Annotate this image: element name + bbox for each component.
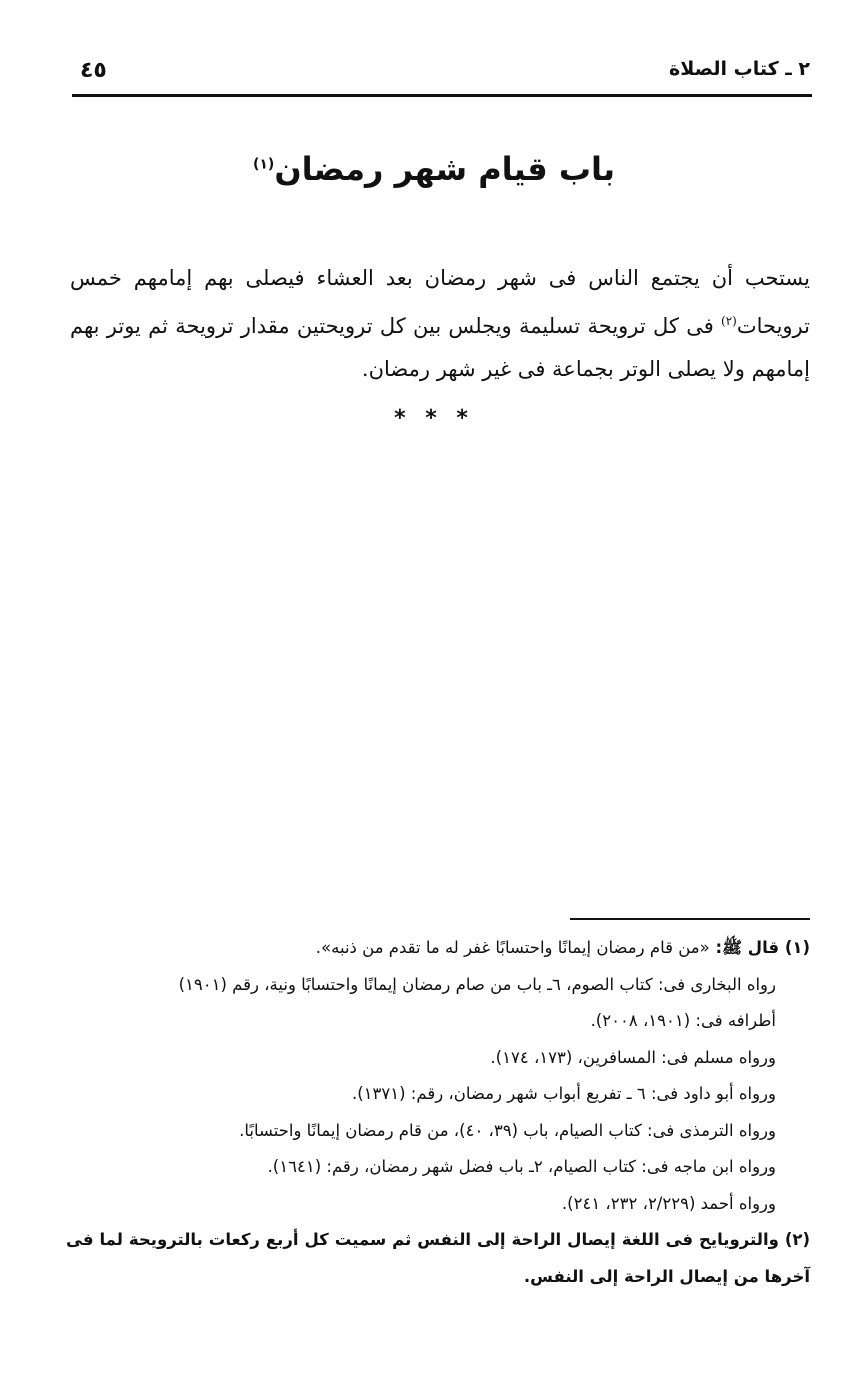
footnote-2-text: والترويايح فى اللغة إيصال الراحة إلى النفس ثم سميت كل أربع ركعات بالترويحة لما فى آخرها من إيصال الراحة إلى النفس. [66,1230,810,1286]
title-footnote-ref: (١) [252,156,275,173]
footnote-1-quote: «من قام رمضان إيمانًا واحتسابًا غفر له ما تقدم من ذنبه». [315,938,710,957]
body-paragraph [70,257,810,391]
footnote-1-line: ورواه أحمد (٢/٢٢٩، ٢٣٢، ٢٤١). [561,1193,776,1213]
footnote-1-heading [66,930,810,967]
header-rule [72,94,812,97]
body-footnote-ref: (٢) [721,314,737,328]
footnote-1-line: ورواه مسلم فى: المسافرين، (١٧٣، ١٧٤). [490,1047,776,1067]
page-number: ٤٥ [80,58,107,83]
section-title [0,150,868,188]
chapter-header: ٢ ـ كتاب الصلاة [669,58,810,80]
footnote-1-line: ورواه الترمذى فى: كتاب الصيام، باب (٣٩، ٤٠)، من قام رمضان إيمانًا واحتسابًا. [239,1120,776,1140]
footnote-2-number: (٢) [784,1230,810,1249]
footnotes [66,930,810,1295]
footnote-1-line: أطرافه فى: (١٩٠١، ٢٠٠٨). [590,1011,776,1030]
footnote-1-number: (١) [784,938,810,957]
body-text-part1: يستحب أن يجتمع الناس فى شهر رمضان بعد العشاء فيصلى بهم إمامهم خمس ترويحات [70,266,810,338]
section-separator: * * * [394,406,474,431]
footnote-1-line: ورواه أبو داود فى: ٦ ـ تفريع أبواب شهر رمضان، رقم: (١٣٧١). [351,1084,776,1103]
body-text-part2: فى كل ترويحة تسليمة ويجلس بين كل ترويحتين مقدار ترويحة ثم يوتر بهم إمامهم ولا يصلى الوتر بجماعة فى غير شهر رمضان. [70,314,810,381]
footnote-1-intro: قال ﷺ: [715,938,780,957]
footnote-1-line: ورواه ابن ماجه فى: كتاب الصيام، ٢ـ باب فضل شهر رمضان، رقم: (١٦٤١). [267,1157,776,1176]
section-title-text: باب قيام شهر رمضان [274,150,616,188]
footnote-2 [66,1222,810,1295]
footnote-rule [570,918,810,920]
footnote-1-line: رواه البخارى فى: كتاب الصوم، ٦ـ باب من صام رمضان إيمانًا واحتسابًا ونية، رقم (١٩٠١) [178,974,776,994]
